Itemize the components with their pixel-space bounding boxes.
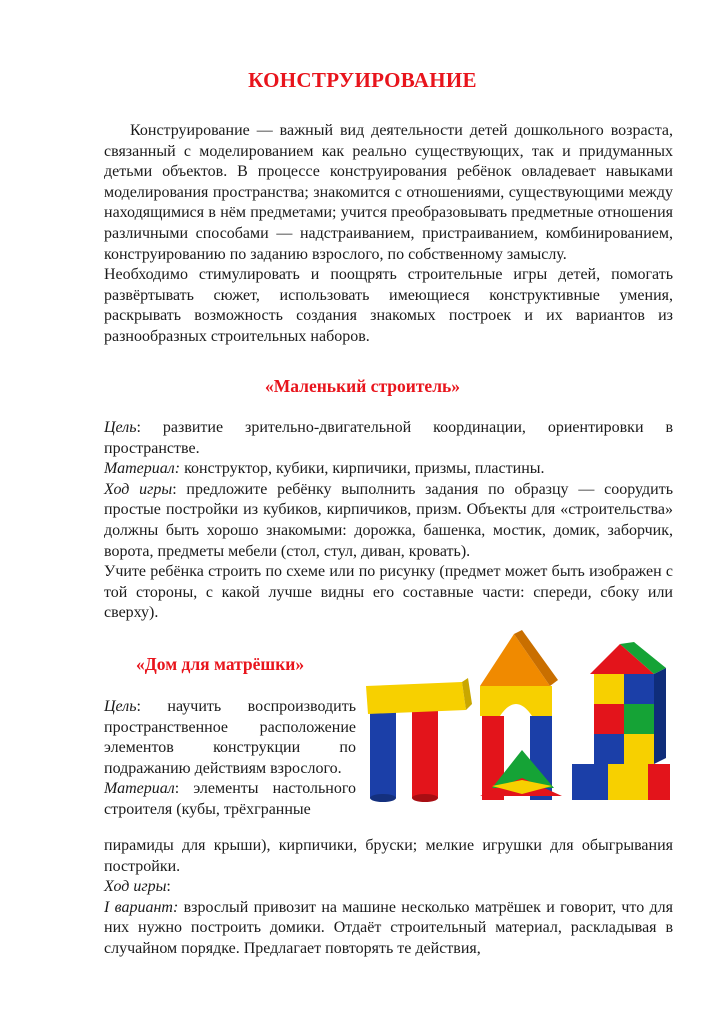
doll-material-paragraph-a: [104, 779, 356, 820]
cylinder-base: [412, 794, 438, 802]
page-title: КОНСТРУИРОВАНИЕ: [248, 68, 477, 92]
yellow-cube-base: [608, 764, 648, 800]
doll-material-label: Материал: [104, 780, 175, 798]
tower-side: [654, 668, 666, 764]
blue-cube-base: [572, 764, 608, 800]
goal-text: : развитие зрительно-двигательной координации, ориентировки в пространстве.: [104, 419, 673, 457]
blue-cube: [624, 674, 654, 704]
doll-house-body: [104, 836, 673, 960]
material-paragraph: [104, 459, 673, 480]
doll-course-label: Ход игры: [104, 878, 167, 896]
building-blocks-illustration: [362, 628, 674, 808]
variant-label: I вариант:: [104, 898, 179, 916]
red-cube-base: [648, 764, 670, 800]
section-heading-small-builder: «Маленький строитель»: [264, 376, 461, 396]
section-heading-doll-house: «Дом для матрёшки»: [136, 654, 305, 674]
cylinder-base: [370, 794, 396, 802]
yellow-cube-2: [624, 734, 654, 764]
intro-section: [104, 121, 673, 348]
course-paragraph: [104, 480, 673, 562]
goal-paragraph: [104, 418, 673, 459]
red-cylinder-left: [412, 708, 438, 798]
scheme-paragraph: Учите ребёнка строить по схеме или по рисунку (предмет может быть изображен с той стороны, с какой лучше видны его составные части: спереди, сбоку или сверху).: [104, 563, 673, 622]
doll-course-paragraph: [104, 877, 673, 898]
yellow-cube: [594, 674, 624, 704]
material-text: конструктор, кубики, кирпичики, призмы, пластины.: [180, 460, 545, 478]
doll-house-intro: [104, 697, 356, 821]
doll-goal-paragraph: [104, 697, 356, 779]
course-label: Ход игры: [104, 480, 173, 498]
doll-material-text-a: : элементы настольного строителя (кубы, трёхгранные: [104, 780, 356, 818]
doll-goal-label: Цель: [104, 698, 137, 715]
blue-cube-2: [594, 734, 624, 764]
doll-variant-paragraph: [104, 898, 673, 960]
blue-cylinder-left: [370, 706, 396, 798]
small-builder-section: [104, 418, 673, 624]
red-cube: [594, 704, 624, 734]
intro-paragraph-1: Конструирование — важный вид деятельности детей дошкольного возраста, связанный с моделированием как реально существующих, так и придуманных детьми объектов. В процессе конструирования ребёнок овладевает навыками моделирования пространства; знакомится с отношениями, существующими между находящимися в нём предметами; учится преобразовывать предметные отношения различными способами — надстраиванием, пристраиванием, комбинированием, конструированию по заданию взрослого, по собственному замыслу.: [104, 122, 673, 263]
variant-text: взрослый привозит на машине несколько матрёшек и говорит, что для них нужно построить домики. Отдаёт строительный материал, раскладывая в случайном порядке. Предлагает повторять те действия,: [104, 898, 674, 957]
doll-course-colon: :: [166, 878, 171, 896]
doll-goal-text: : научить воспроизводить пространственное расположение элементов конструкции по подражанию действиям взрослого.: [104, 698, 356, 777]
goal-label: Цель: [104, 419, 137, 436]
yellow-bar-left: [366, 682, 466, 714]
intro-paragraph-2: Необходимо стимулировать и поощрять строительные игры детей, помогать развёртывать сюжет, использовать имеющиеся конструктивные умения, раскрывать возможность создания знакомых построек и их вариантов из разнообразных строительных наборов.: [104, 266, 673, 345]
material-label: Материал:: [104, 460, 181, 478]
green-cube: [624, 704, 654, 734]
doll-material-paragraph-b: пирамиды для крыши), кирпичики, бруски; мелкие игрушки для обыгрывания постройки.: [104, 837, 673, 875]
course-text: : предложите ребёнку выполнить задания по образцу — соорудить простые постройки из кубиков, кирпичиков, призм. Объекты для «строительства» должны быть хорошо знакомыми: дорожка, башенка, мостик, домик, заборчик, ворота, предметы мебели (стол, стул, диван, кровать).: [104, 480, 673, 560]
